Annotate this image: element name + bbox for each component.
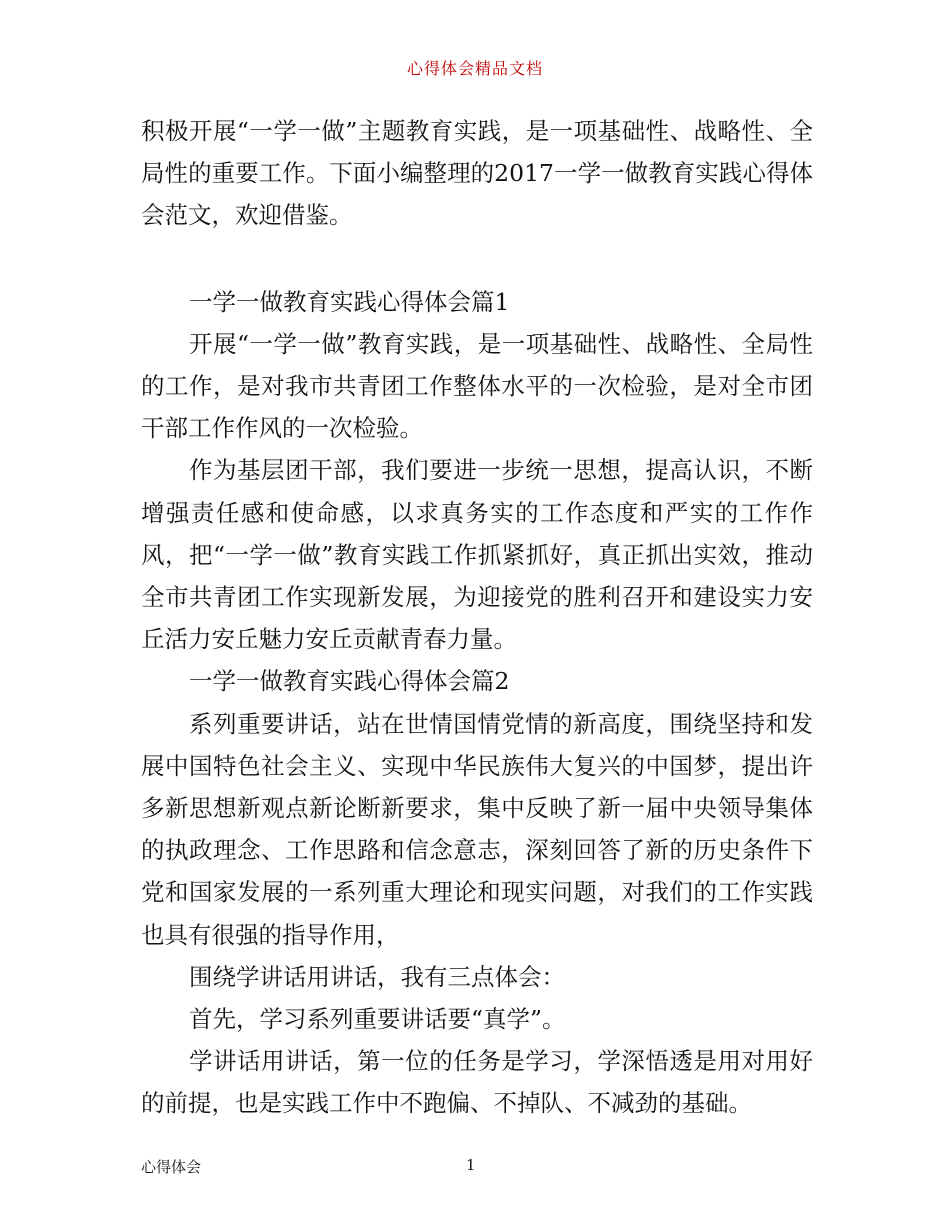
- paragraph-6: 学讲话用讲话，第一位的任务是学习，学深悟透是用对用好的前提，也是实践工作中不跑偏、不掉队、不减劲的基础。: [141, 1047, 813, 1118]
- paragraph-5: 首先，学习系列重要讲话要“真学”。: [189, 1005, 566, 1034]
- page-number: 1: [466, 1156, 476, 1174]
- paragraph-1: 开展“一学一做”教育实践，是一项基础性、战略性、全局性的工作，是对我市共青团工作整体水平的一次检验，是对全市团干部工作作风的一次检验。: [141, 329, 813, 443]
- paragraph-3: 系列重要讲话，站在世情国情党情的新高度，围绕坚持和发展中国特色社会主义、实现中华民族伟大复兴的中国梦，提出许多新思想新观点新论断新要求，集中反映了新一届中央领导集体的执政理念、工作思路和信念意志，深刻回答了新的历史条件下党和国家发展的一系列重大理论和现实问题，对我们的工作实践也具有很强的指导作用，: [141, 709, 813, 949]
- document-body: [141, 110, 813, 1125]
- footer-label: 心得体会: [141, 1158, 202, 1176]
- section-heading-2: 一学一做教育实践心得体会篇2: [189, 667, 510, 696]
- paragraph-gap: [141, 237, 813, 281]
- paragraph-4: 围绕学讲话用讲话，我有三点体会：: [189, 962, 565, 991]
- section-heading-1: 一学一做教育实践心得体会篇1: [189, 287, 510, 316]
- intro-paragraph: 积极开展“一学一做”主题教育实践，是一项基础性、战略性、全局性的重要工作。下面小编整理的2017一学一做教育实践心得体会范文，欢迎借鉴。: [141, 117, 813, 230]
- header-title: 心得体会精品文档: [406, 59, 543, 78]
- paragraph-2: 作为基层团干部，我们要进一步统一思想，提高认识，不断增强责任感和使命感，以求真务实的工作态度和严实的工作作风，把“一学一做”教育实践工作抓紧抓好，真正抓出实效，推动全市共青团工作实现新发展，为迎接党的胜利召开和建设实力安丘活力安丘魅力安丘贡献青春力量。: [141, 456, 813, 654]
